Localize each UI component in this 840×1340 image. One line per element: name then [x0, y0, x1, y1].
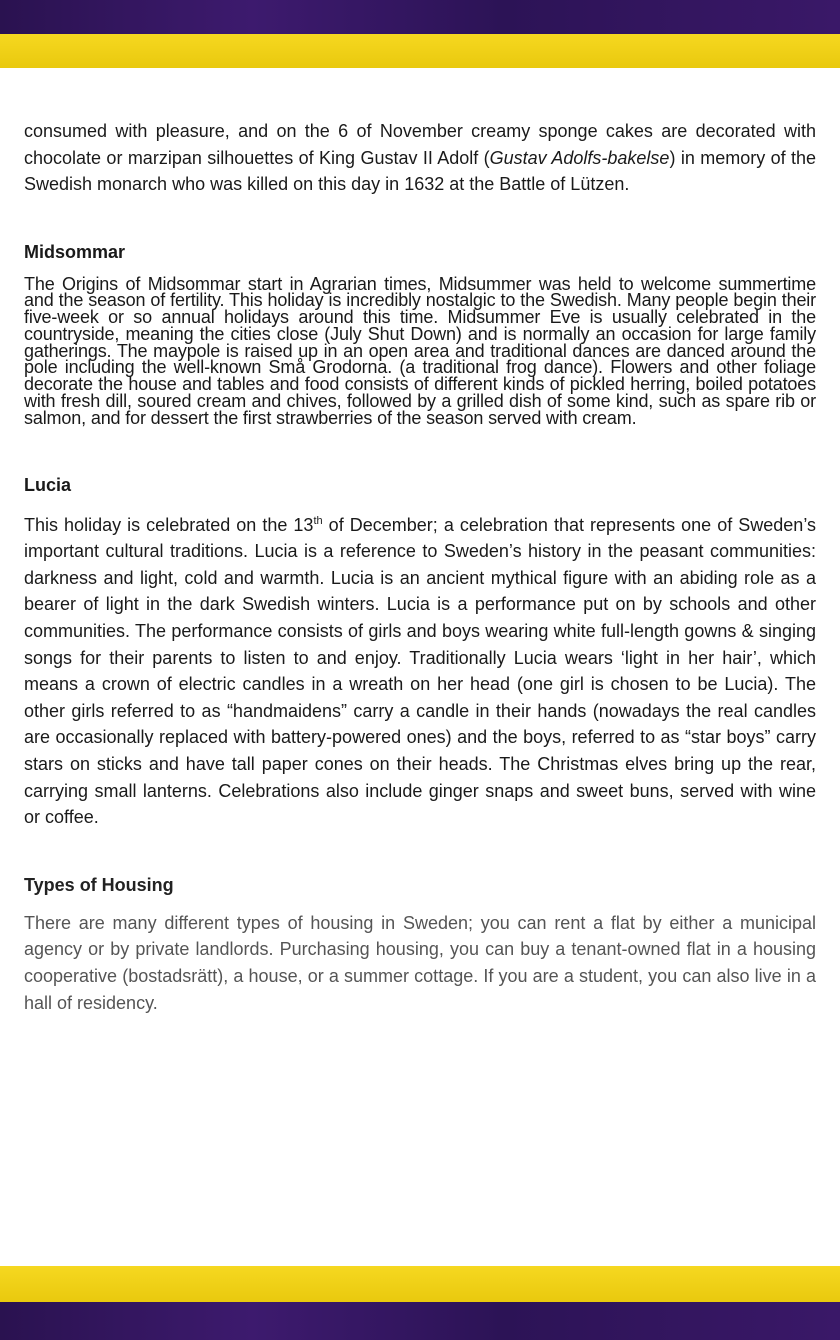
midsommar-heading: Midsommar — [24, 241, 126, 262]
intro-paragraph — [24, 118, 816, 198]
intro-italic-term: Gustav Adolfs-bakelse — [489, 147, 670, 168]
intro-text-1: consumed with pleasure, and on the 6 of November creamy sponge cakes are decorated with chocolate or marzipan silhouettes of King Gustav II Adolf ( — [24, 121, 816, 168]
page-content — [24, 118, 816, 1016]
housing-heading: Types of Housing — [24, 874, 174, 895]
lucia-heading: Lucia — [24, 474, 72, 495]
lucia-text-rest: of December; a celebration that represents one of Sweden’s important cultural traditions. Lucia is a reference to Sweden’s history in the peasant communities: darkness and light, cold and warmth. Lucia is an ancient mythical figure with an abiding role as a bearer of light in the dark Swedish winters. Lucia is a performance put on by schools and other communities. The performance consists of girls and boys wearing white full-length gowns & singing songs for their parents to listen to and enjoy. Traditionally Lucia wears ‘light in her hair’, which means a crown of electric candles in a wreath on her head (one girl is chosen to be Lucia). The other girls referred to as “handmaidens” carry a candle in their hands (nowadays the real candles are occasionally replaced with battery-powered ones) and the boys, referred to as “star boys” carry stars on sticks and have tall paper cones on their heads. The Christmas elves bring up the rear, carrying small lanterns. Celebrations also include ginger snaps and sweet buns, served with wine or coffee. — [24, 514, 816, 828]
housing-paragraph: There are many different types of housing in Sweden; you can rent a flat by either a municipal agency or by private landlords. Purchasing housing, you can buy a tenant-owned flat in a housing cooperative (bostadsrätt), a house, or a summer cottage. If you are a student, you can also live in a hall of residency. — [24, 912, 816, 1013]
top-purple-band — [0, 0, 840, 34]
lucia-ordinal-suffix: th — [313, 514, 323, 527]
lucia-paragraph — [24, 512, 816, 831]
midsommar-paragraph: The Origins of Midsommar start in Agrarian times, Midsummer was held to welcome summertime and the season of fertility. This holiday is incredibly nostalgic to the Swedish. Many people begin their five-week or so annual holidays around this time. Midsummer Eve is usually celebrated in the countryside, meaning the cities close (July Shut Down) and is normally an occasion for large family gatherings. The maypole is raised up in an open area and traditional dances are danced around the pole including the well-known Små Grodorna. (a traditional frog dance). Flowers and other foliage decorate the house and tables and food consists of different kinds of pickled herring, boiled potatoes with fresh dill, soured cream and chives, followed by a grilled dish of some kind, such as spare rib or salmon, and for dessert the first strawberries of the season served with cream. — [24, 273, 816, 428]
lucia-text-start: This holiday is celebrated on the 13 — [24, 514, 314, 535]
bottom-yellow-stripe — [0, 1266, 840, 1302]
intro-text-2: ) in memory of the Swedish monarch who was killed on this day in 1632 at the Battle of Lützen. — [24, 147, 817, 194]
bottom-purple-band — [0, 1302, 840, 1340]
top-yellow-stripe — [0, 34, 840, 68]
